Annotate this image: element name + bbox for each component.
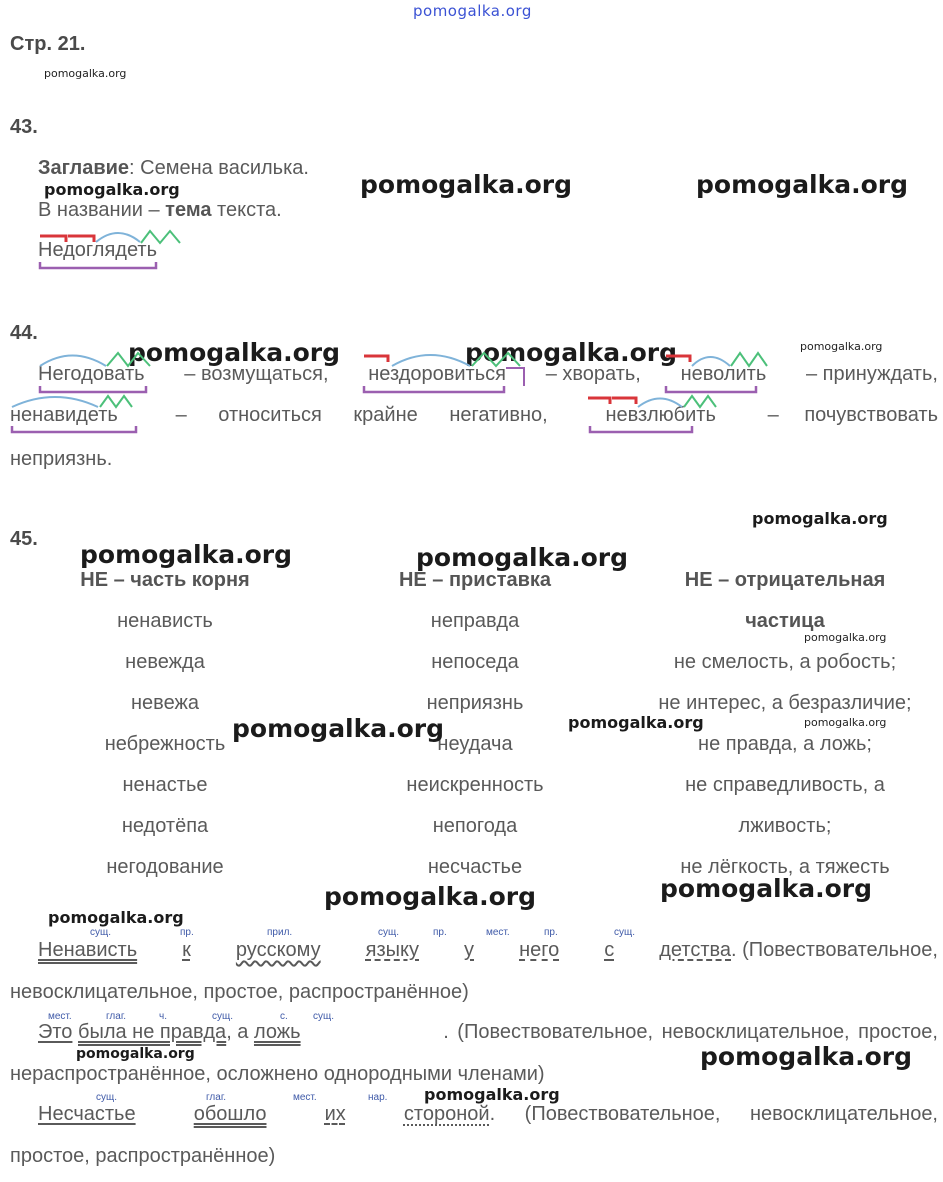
root-arc — [692, 357, 730, 366]
col1-item: ненависть — [117, 610, 213, 632]
watermark: pomogalka.org — [424, 1085, 560, 1104]
watermark: pomogalka.org — [700, 1042, 913, 1071]
watermark: pomogalka.org — [568, 713, 704, 732]
s1-word: у — [464, 939, 475, 961]
pos-label: ч. — [159, 1011, 167, 1022]
suffix-mark — [107, 353, 150, 366]
watermark: pomogalka.org — [752, 509, 888, 528]
suffix-mark — [472, 353, 520, 366]
watermark: pomogalka.org — [804, 631, 887, 644]
pos-label: мест. — [486, 927, 510, 938]
s1-subject: Ненависть — [38, 939, 138, 961]
watermark: pomogalka.org — [800, 340, 883, 353]
col1-item: недотёпа — [121, 815, 209, 837]
watermark: pomogalka.org — [80, 540, 293, 569]
column-header-root: НЕ – часть корня — [80, 569, 250, 591]
col1-item: негодование — [106, 856, 224, 878]
sentence-1-line2: невосклицательное, простое, распространённое) — [10, 981, 469, 1003]
ex44-word-1: Негодовать — [38, 363, 145, 385]
col2-item: неудача — [437, 733, 513, 755]
pos-label: глаг. — [206, 1092, 227, 1103]
col3-item: не интерес, а безразличие; — [658, 692, 912, 714]
pos-label: сущ. — [90, 927, 112, 938]
postfix-bracket — [506, 368, 524, 386]
watermark: pomogalka.org — [660, 874, 873, 903]
stem-bracket — [590, 426, 692, 432]
stem-bracket — [364, 386, 504, 392]
suffix-mark — [684, 396, 716, 407]
root-arc — [40, 356, 106, 367]
pos-label: мест. — [48, 1011, 72, 1022]
pos-label: пр. — [180, 927, 194, 938]
pos-label: сущ. — [96, 1092, 118, 1103]
col1-item: небрежность — [104, 733, 226, 755]
s1-word: с — [604, 939, 615, 961]
col1-item: невежа — [131, 692, 199, 714]
s1-word: детства — [659, 939, 731, 961]
pos-label: сущ. — [313, 1011, 335, 1022]
col3-item: лживость; — [738, 815, 832, 837]
ex43-line2-c: текста. — [211, 199, 282, 221]
col3-item: не лёгкость, а тяжесть — [680, 856, 890, 878]
watermark: pomogalka.org — [76, 1046, 195, 1062]
col2-item: несчастье — [427, 856, 523, 878]
col3-item: не правда, а ложь; — [698, 733, 872, 755]
ex43-line2-bold: тема — [165, 199, 212, 221]
s1-word: него — [519, 939, 560, 961]
column-header-particle: НЕ – отрицательная — [684, 569, 886, 591]
ex44-text-3: – принуждать, — [800, 363, 938, 385]
root-arc — [392, 355, 470, 366]
root-arc — [638, 399, 682, 408]
ex43-title-label: Заглавие — [38, 157, 130, 179]
s3-word: стороной — [403, 1103, 490, 1125]
suffix-mark — [731, 353, 767, 366]
s1-word: языку — [365, 939, 420, 961]
pos-label: глаг. — [106, 1011, 127, 1022]
s1-word: русскому — [235, 939, 321, 961]
ex44-word-3: неволить — [680, 363, 767, 385]
s2-end: . (Повествовательное, невосклицательное, простое, — [443, 1021, 938, 1043]
suffix-mark — [100, 396, 132, 407]
prefix-mark — [588, 398, 610, 404]
suffix-mark — [141, 231, 180, 243]
watermark: pomogalka.org — [324, 882, 537, 911]
pos-label: сущ. — [212, 1011, 234, 1022]
ex43-line2-a: В названии – — [38, 199, 166, 221]
pos-label: пр. — [544, 927, 558, 938]
ex43-word: Недоглядеть — [38, 239, 157, 261]
ex44-text-4: – относиться крайне негативно, — [144, 404, 580, 426]
prefix-mark — [612, 398, 636, 404]
stem-bracket — [12, 426, 136, 432]
sentence-3-line2: простое, распространённое) — [10, 1145, 276, 1167]
pos-label: сущ. — [378, 927, 400, 938]
ex44-text-1: – возмущаться, — [178, 363, 335, 385]
exercise-43-number: 43. — [10, 116, 38, 138]
col2-item: неискренность — [406, 774, 544, 796]
pos-label: пр. — [433, 927, 447, 938]
root-arc — [96, 233, 140, 242]
s3-end: . (Повествовательное, невосклицательное, — [489, 1103, 938, 1125]
s3-word: их — [324, 1103, 346, 1125]
ex44-word-2: нездоровиться — [368, 363, 506, 385]
watermark: pomogalka.org — [465, 338, 678, 367]
ex43-title-rest: : Семена василька. — [129, 157, 309, 179]
s3-predicate: обошло — [193, 1103, 267, 1125]
ex44-text-5: – почувствовать — [742, 404, 938, 426]
col2-item: неприязнь — [426, 692, 524, 714]
watermark: pomogalka.org — [416, 543, 629, 572]
pos-label: с. — [280, 1011, 288, 1022]
stem-bracket — [666, 386, 756, 392]
watermark: pomogalka.org — [696, 170, 909, 199]
col2-item: неправда — [430, 610, 520, 632]
col2-item: непоседа — [431, 651, 519, 673]
exercise-45-number: 45. — [10, 528, 38, 550]
col2-item: непогода — [432, 815, 518, 837]
prefix-mark — [40, 236, 66, 242]
sentence-2-line2: нераспространённое, осложнено однородными членами) — [10, 1063, 545, 1085]
s1-word: к — [182, 939, 191, 961]
stem-bracket — [40, 386, 146, 392]
exercise-44-number: 44. — [10, 322, 38, 344]
ex44-line3: неприязнь. — [10, 448, 113, 470]
column-header-prefix: НЕ – приставка — [398, 569, 552, 591]
watermark: pomogalka.org — [48, 908, 184, 927]
prefix-mark — [68, 236, 94, 242]
watermark-top: pomogalka.org — [413, 2, 532, 20]
root-arc — [12, 397, 98, 407]
watermark: pomogalka.org — [360, 170, 573, 199]
pos-label: сущ. — [614, 927, 636, 938]
page-label: Стр. 21. — [10, 33, 86, 55]
pos-label: мест. — [293, 1092, 317, 1103]
s3-subject: Несчастье — [38, 1103, 136, 1125]
s2-comma: , а — [226, 1021, 254, 1043]
s1-end: . (Повествовательное, — [731, 939, 938, 961]
col1-item: невежда — [125, 651, 205, 673]
s2-predicate: была не правда — [78, 1021, 227, 1043]
s2-predicate-2: ложь — [253, 1021, 301, 1043]
stem-bracket — [40, 262, 156, 268]
watermark: pomogalka.org — [232, 714, 445, 743]
pos-label: прил. — [267, 927, 293, 938]
watermark: pomogalka.org — [44, 67, 127, 80]
ex44-word-4: ненавидеть — [10, 404, 118, 426]
col3-item: не справедливость, а — [685, 774, 885, 796]
pos-label: нар. — [368, 1092, 388, 1103]
ex44-word-5: невзлюбить — [605, 404, 716, 426]
ex44-text-2: – хворать, — [540, 363, 647, 385]
prefix-mark — [666, 356, 690, 362]
s2-subject: Это — [38, 1021, 73, 1043]
watermark: pomogalka.org — [44, 180, 180, 199]
column-header-particle-line2: частица — [745, 610, 825, 632]
col3-item: не смелость, а робость; — [673, 651, 897, 673]
watermark: pomogalka.org — [804, 716, 887, 729]
col1-item: ненастье — [122, 774, 208, 796]
watermark: pomogalka.org — [128, 338, 341, 367]
prefix-mark — [364, 356, 388, 362]
